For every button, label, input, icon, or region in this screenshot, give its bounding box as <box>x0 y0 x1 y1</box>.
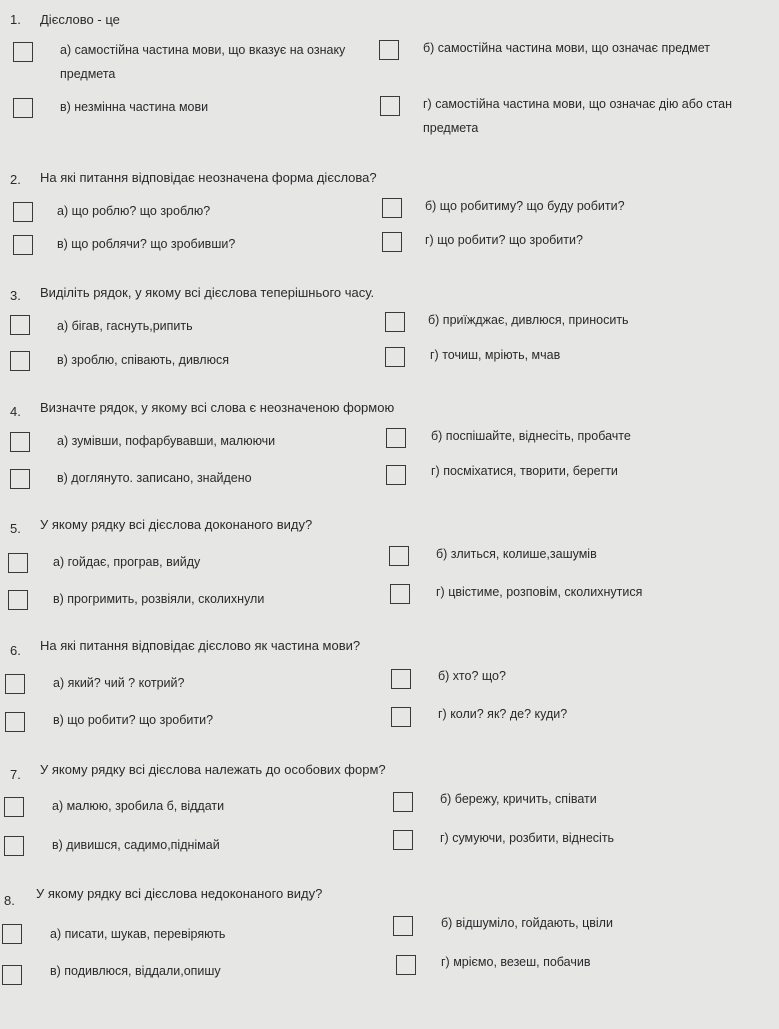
answer-checkbox-a[interactable] <box>13 202 33 222</box>
answer-checkbox-b[interactable] <box>393 792 413 812</box>
answer-checkbox-a[interactable] <box>10 432 30 452</box>
question-text: У якому рядку всі дієслова належать до особових форм? <box>40 762 386 777</box>
option-v-text: в) зроблю, співають, дивлюся <box>57 353 229 367</box>
option-b-text: б) бережу, кричить, співати <box>440 792 597 806</box>
answer-checkbox-v[interactable] <box>5 712 25 732</box>
answer-checkbox-a[interactable] <box>4 797 24 817</box>
option-b-text: б) хто? що? <box>438 669 506 683</box>
option-a-text: а) зумівши, пофарбувавши, малюючи <box>57 434 276 448</box>
option-a-text: а) бігав, гаснуть,рипить <box>57 319 193 333</box>
answer-checkbox-a[interactable] <box>2 924 22 944</box>
question-number: 6. <box>10 643 21 658</box>
answer-checkbox-g[interactable] <box>390 584 410 604</box>
answer-checkbox-b[interactable] <box>391 669 411 689</box>
answer-checkbox-v[interactable] <box>10 351 30 371</box>
option-g-text: г) мріємо, везеш, побачив <box>441 955 591 969</box>
option-g-text: г) що робити? що зробити? <box>425 233 583 247</box>
option-b-text: б) злиться, колише,зашумів <box>436 547 597 561</box>
answer-checkbox-v[interactable] <box>10 469 30 489</box>
question-number: 8. <box>4 893 15 908</box>
question-text: Визначте рядок, у якому всі слова є неозначеною формою <box>40 400 395 415</box>
option-b-text: б) відшуміло, гойдають, цвіли <box>441 916 613 930</box>
question-number: 4. <box>10 404 21 419</box>
question-text: На які питання відповідає неозначена форма дієслова? <box>40 170 377 185</box>
question-number: 7. <box>10 767 21 782</box>
option-v-text: в) дивишся, садимо,піднімай <box>52 838 220 852</box>
option-v-text: в) прогримить, розвіяли, сколихнули <box>53 592 265 606</box>
answer-checkbox-g[interactable] <box>380 96 400 116</box>
option-g-text: г) коли? як? де? куди? <box>438 707 568 721</box>
option-v-text: в) подивлюся, віддали,опишу <box>50 964 221 978</box>
option-b-text: б) самостійна частина мови, що означає предмет <box>423 41 711 55</box>
answer-checkbox-a[interactable] <box>10 315 30 335</box>
question-text: На які питання відповідає дієслово як частина мови? <box>40 638 361 653</box>
answer-checkbox-a[interactable] <box>8 553 28 573</box>
option-v-text: в) доглянуто. записано, знайдено <box>57 471 252 485</box>
question-text: Виділіть рядок, у якому всі дієслова теперішнього часу. <box>40 285 375 300</box>
option-v-text: в) що роблячи? що зробивши? <box>57 237 236 251</box>
question-number: 5. <box>10 521 21 536</box>
answer-checkbox-b[interactable] <box>386 428 406 448</box>
option-a-text: а) гойдає, програв, вийду <box>53 555 201 569</box>
question-number: 1. <box>10 12 21 27</box>
answer-checkbox-v[interactable] <box>8 590 28 610</box>
question-text: Дієслово - це <box>40 12 120 27</box>
option-a-text: а) який? чий ? котрий? <box>53 676 185 690</box>
answer-checkbox-b[interactable] <box>385 312 405 332</box>
option-a-text: а) що роблю? що зроблю? <box>57 204 211 218</box>
option-v-text: в) незмінна частина мови <box>60 100 209 114</box>
answer-checkbox-g[interactable] <box>396 955 416 975</box>
option-v-text: в) що робити? що зробити? <box>53 713 214 727</box>
option-a-text: а) самостійна частина мови, що вказує на ознаку предмета <box>60 43 346 81</box>
answer-checkbox-b[interactable] <box>382 198 402 218</box>
option-a-text: а) малюю, зробила б, віддати <box>52 799 225 813</box>
option-b-text: б) поспішайте, віднесіть, пробачте <box>431 429 631 443</box>
option-a-text: а) писати, шукав, перевіряють <box>50 927 226 941</box>
answer-checkbox-v[interactable] <box>13 235 33 255</box>
answer-checkbox-v[interactable] <box>2 965 22 985</box>
question-number: 2. <box>10 172 21 187</box>
answer-checkbox-g[interactable] <box>385 347 405 367</box>
answer-checkbox-g[interactable] <box>382 232 402 252</box>
option-g-text: г) посміхатися, творити, берегти <box>431 464 618 478</box>
question-number: 3. <box>10 288 21 303</box>
option-g-text: г) точиш, мріють, мчав <box>430 348 561 362</box>
answer-checkbox-b[interactable] <box>393 916 413 936</box>
answer-checkbox-g[interactable] <box>386 465 406 485</box>
option-g-text: г) цвістиме, розповім, сколихнутися <box>436 585 643 599</box>
answer-checkbox-g[interactable] <box>391 707 411 727</box>
answer-checkbox-a[interactable] <box>13 42 33 62</box>
answer-checkbox-g[interactable] <box>393 830 413 850</box>
option-b-text: б) приїжджає, дивлюся, приносить <box>428 313 629 327</box>
answer-checkbox-a[interactable] <box>5 674 25 694</box>
option-g-text: г) самостійна частина мови, що означає дію або стан предмета <box>423 97 733 135</box>
option-g-text: г) сумуючи, розбити, віднесіть <box>440 831 615 845</box>
answer-checkbox-v[interactable] <box>13 98 33 118</box>
question-text: У якому рядку всі дієслова недоконаного виду? <box>36 886 323 901</box>
answer-checkbox-b[interactable] <box>389 546 409 566</box>
question-text: У якому рядку всі дієслова доконаного виду? <box>40 517 313 532</box>
answer-checkbox-b[interactable] <box>379 40 399 60</box>
answer-checkbox-v[interactable] <box>4 836 24 856</box>
option-b-text: б) що робитиму? що буду робити? <box>425 199 625 213</box>
